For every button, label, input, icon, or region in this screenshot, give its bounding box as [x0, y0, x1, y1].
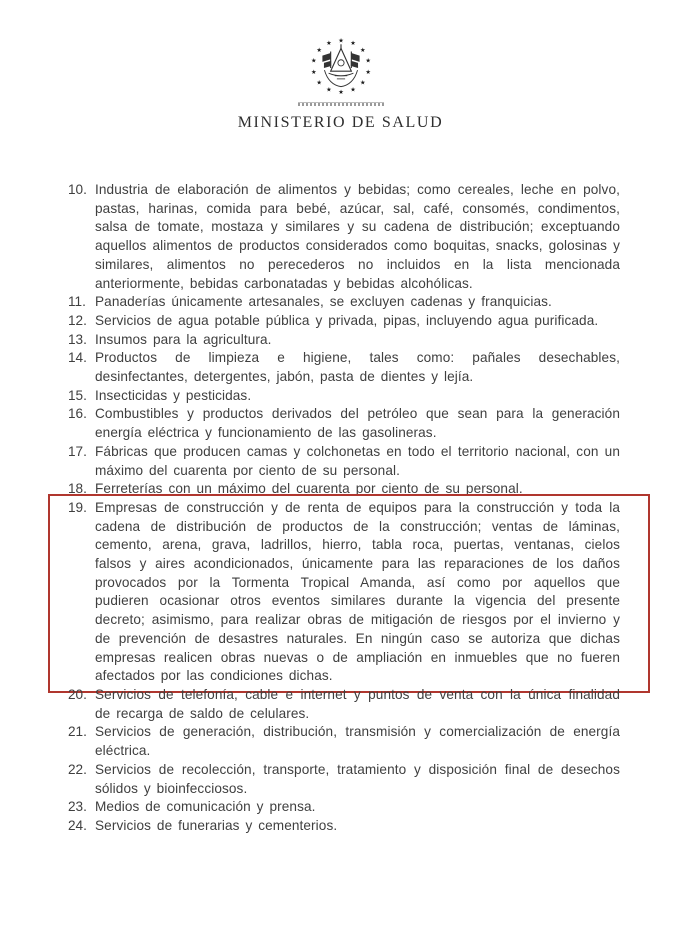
item-text: Medios de comunicación y prensa.	[95, 799, 316, 815]
svg-text:★: ★	[310, 57, 317, 65]
list-item-12	[68, 312, 620, 331]
item-text: Servicios de agua potable pública y privada, pipas, incluyendo agua purificada.	[95, 312, 599, 328]
svg-text:★: ★	[359, 79, 366, 87]
item-number: 24.	[68, 817, 87, 833]
svg-text:★: ★	[325, 86, 332, 94]
item-text: Industria de elaboración de alimentos y bebidas; como cereales, leche en polvo, pastas, harinas, comida para bebé, azúcar, sal, café, consomés, condimentos, salsa de tomate, mostaza y similares y su cadena de distribución; exceptuando aquellos alimentos de productos considerados como boquitas, snacks, golosinas y similares, alimentos no perecederos no incluidos en la lista mencionada anteriormente, bebidas carbonatadas y bebidas alcohólicas.	[95, 182, 620, 291]
svg-text:★: ★	[359, 47, 366, 55]
item-number: 12.	[68, 312, 87, 328]
item-text: Fábricas que producen camas y colchonetas en todo el territorio nacional, con un máximo del cuarenta por ciento de su personal.	[95, 443, 620, 478]
item-number: 15.	[68, 387, 87, 403]
list-item-14	[68, 349, 620, 386]
item-text: Servicios de generación, distribución, transmisión y comercialización de energía eléctrica.	[95, 724, 620, 759]
item-number: 18.	[68, 481, 87, 497]
item-text: Combustibles y productos derivados del petróleo que sean para la generación energía eléctrica y funcionamiento de las gasolineras.	[95, 406, 620, 441]
item-number: 17.	[68, 443, 87, 459]
item-text: Productos de limpieza e higiene, tales como: pañales desechables, desinfectantes, detergentes, jabón, pasta de dientes y lejía.	[95, 350, 620, 385]
svg-text:★: ★	[349, 39, 356, 47]
item-number: 19.	[68, 499, 87, 515]
emblem-motto-microtext	[298, 102, 384, 106]
svg-text:★: ★	[364, 57, 371, 65]
svg-text:★: ★	[349, 86, 356, 94]
list-item-17	[68, 443, 620, 480]
exemptions-list	[68, 181, 620, 836]
item-text: Ferreterías con un máximo del cuarenta por ciento de su personal.	[95, 481, 523, 497]
item-text: Panaderías únicamente artesanales, se excluyen cadenas y franquicias.	[95, 294, 552, 310]
svg-text:★: ★	[315, 47, 322, 55]
el-salvador-coat-of-arms-icon	[302, 36, 380, 98]
list-item-19	[68, 499, 620, 686]
item-number: 23.	[68, 799, 87, 815]
svg-text:★: ★	[337, 89, 344, 97]
item-text: Insumos para la agricultura.	[95, 331, 272, 347]
item-number: 21.	[68, 724, 87, 740]
list-item-15	[68, 387, 620, 406]
list-item-13	[68, 331, 620, 350]
item-text: Insecticidas y pesticidas.	[95, 387, 252, 403]
svg-text:★: ★	[364, 69, 371, 77]
svg-text:★: ★	[325, 39, 332, 47]
item-text: Servicios de recolección, transporte, tratamiento y disposición final de desechos sólidos y bioinfecciosos.	[95, 761, 620, 796]
list-item-21	[68, 723, 620, 760]
item-number: 16.	[68, 406, 87, 422]
svg-text:★: ★	[337, 37, 344, 45]
list-item-23	[68, 798, 620, 817]
item-number: 11.	[68, 294, 86, 310]
ministry-title: MINISTERIO DE SALUD	[237, 114, 444, 131]
letterhead	[0, 0, 681, 132]
item-number: 13.	[68, 331, 87, 347]
item-text: Empresas de construcción y de renta de equipos para la construcción y toda la cadena de distribución de productos de la construcción; ventas de láminas, cemento, arena, grava, ladrillos, hierro, tabla roca, puertas, ventanas, cielos falsos y aires acondicionados, únicamente para las reparaciones de los daños provocados por la Tormenta Tropical Amanda, así como por aquellos que pudieren ocasionar otros eventos similares durante la vigencia del presente decreto; asimismo, para realizar obras de mitigación de riesgos por el invierno y de prevención de desastres naturales. En ningún caso se autoriza que dichas empresas realicen obras nuevas o de ampliación en inmuebles que no fueren afectados por las condiciones dichas.	[95, 499, 620, 684]
list-item-24	[68, 817, 620, 836]
svg-text:★: ★	[315, 79, 322, 87]
item-text: Servicios de funerarias y cementerios.	[95, 817, 338, 833]
svg-text:★: ★	[310, 69, 317, 77]
list-item-11	[68, 293, 620, 312]
list-item-22	[68, 761, 620, 798]
item-text: Servicios de telefonía, cable e internet y puntos de venta con la única finalidad de recarga de saldo de celulares.	[95, 686, 620, 721]
item-number: 14.	[68, 350, 87, 366]
item-number: 22.	[68, 761, 87, 777]
list-item-20	[68, 686, 620, 723]
item-number: 10.	[68, 182, 87, 197]
list-item-16	[68, 405, 620, 442]
list-item-10	[68, 181, 620, 293]
list-item-18	[68, 480, 620, 499]
item-number: 20.	[68, 686, 87, 702]
